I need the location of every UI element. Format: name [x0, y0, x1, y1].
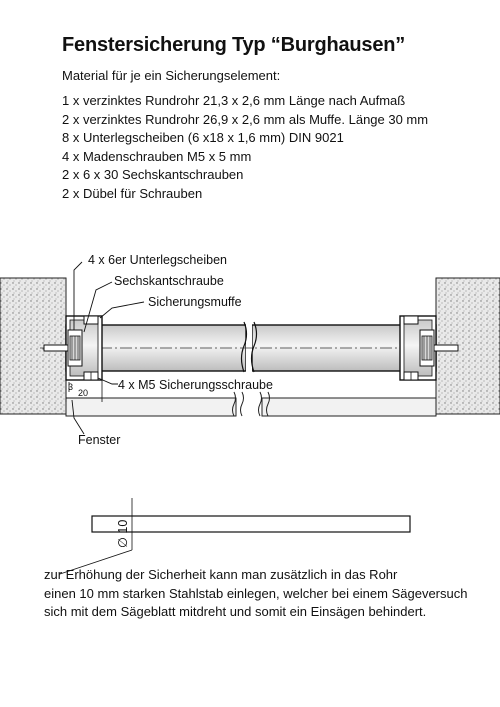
- material-item: 2 x verzinktes Rundrohr 26,9 x 2,6 mm als Muffe. Länge 30 mm: [62, 111, 429, 127]
- note-line: zur Erhöhung der Sicherheit kann man zusätzlich in das Rohr: [44, 567, 398, 582]
- rod-diameter-label: ∅ 10: [116, 519, 130, 548]
- note-line: sich mit dem Sägeblatt mitdreht und somit ein Einsägen behindert.: [44, 604, 427, 619]
- material-item: 2 x 6 x 30 Sechskantschrauben: [62, 167, 244, 182]
- label-sleeve: Sicherungsmuffe: [148, 295, 242, 309]
- material-heading: Material für je ein Sicherungselement:: [62, 68, 281, 83]
- label-hex-screw: Sechskantschraube: [114, 274, 224, 288]
- label-window: Fenster: [78, 433, 121, 447]
- dimension-20: 20: [78, 388, 89, 398]
- label-washers: 4 x 6er Unterlegscheiben: [88, 253, 227, 267]
- tube: [40, 320, 460, 376]
- material-item: 1 x verzinktes Rundrohr 21,3 x 2,6 mm Länge nach Aufmaß: [62, 93, 406, 108]
- note-line: einen 10 mm starken Stahlstab einlegen, welcher bei einem Sägeversuch: [44, 585, 468, 601]
- dimension-3: 3: [68, 382, 74, 392]
- window-frame: [66, 392, 436, 416]
- material-item: 4 x Madenschrauben M5 x 5 mm: [62, 148, 252, 164]
- page-title: Fenstersicherung Typ “Burghausen”: [62, 34, 406, 56]
- label-m5-screw: 4 x M5 Sicherungsschraube: [118, 378, 273, 392]
- note-text: [44, 566, 467, 622]
- material-item: 8 x Unterlegscheiben (6 x18 x 1,6 mm) DIN 9021: [62, 130, 344, 145]
- steel-rod: [60, 498, 410, 574]
- material-item: 2 x Dübel für Schrauben: [62, 185, 203, 201]
